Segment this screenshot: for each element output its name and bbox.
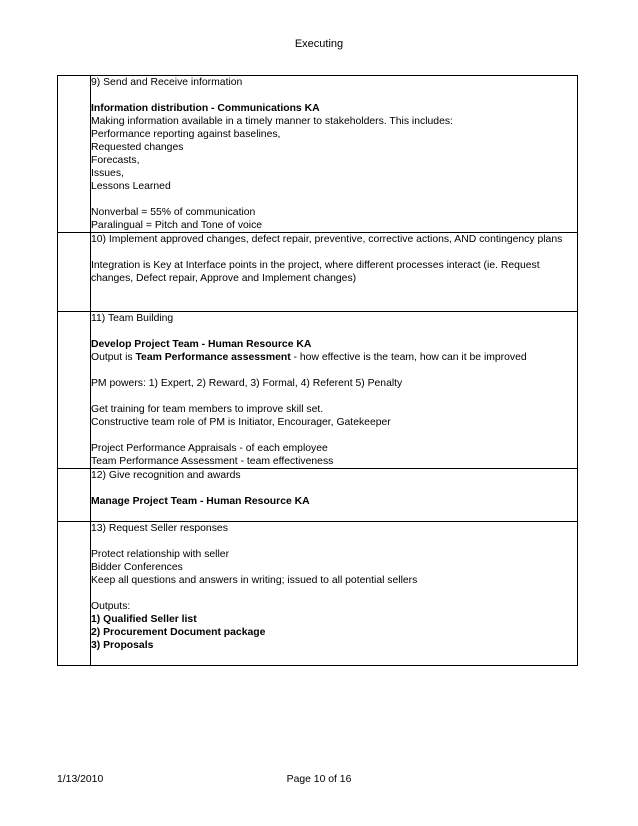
- blank-line: [91, 429, 577, 442]
- text-line: Performance reporting against baselines,: [91, 129, 281, 140]
- row-content-cell: [91, 76, 578, 233]
- row-heading: 10) Implement approved changes, defect repair, preventive, corrective actions, AND contingency plans: [91, 234, 563, 245]
- row-heading: 9) Send and Receive information: [91, 77, 243, 88]
- footer-date: 1/13/2010: [57, 774, 104, 785]
- row-content-cell: [91, 233, 578, 312]
- blank-line: [91, 246, 577, 259]
- output-line: [91, 351, 577, 364]
- text-line: Constructive team role of PM is Initiator, Encourager, Gatekeeper: [91, 417, 391, 428]
- text-line: Protect relationship with seller: [91, 549, 230, 560]
- ka-title: Develop Project Team - Human Resource KA: [91, 339, 312, 350]
- output-suffix: - how effective is the team, how can it be improved: [290, 352, 527, 363]
- blank-line: [91, 390, 577, 403]
- text-line: Requested changes: [91, 142, 184, 153]
- text-line: Nonverbal = 55% of communication: [91, 207, 256, 218]
- row-number-cell: [58, 312, 91, 469]
- text-line: Forecasts,: [91, 155, 140, 166]
- text-line: Keep all questions and answers in writing; issued to all potential sellers: [91, 575, 418, 586]
- footer-page-number: Page 10 of 16: [286, 774, 352, 785]
- blank-line: [91, 285, 577, 298]
- row-heading: 11) Team Building: [91, 313, 174, 324]
- table-row: [58, 233, 578, 312]
- ka-title: Manage Project Team - Human Resource KA: [91, 496, 310, 507]
- row-number-cell: [58, 522, 91, 666]
- text-line: changes, Defect repair, Approve and Implement changes): [91, 273, 357, 284]
- row-content-cell: [91, 522, 578, 666]
- text-line: Get training for team members to improve skill set.: [91, 404, 324, 415]
- text-line: Integration is Key at Interface points in the project, where different processes interact (ie. Request: [91, 260, 540, 271]
- blank-line: [91, 508, 577, 521]
- row-content-cell: [91, 469, 578, 522]
- executing-table: [57, 75, 578, 666]
- text-line: Outputs:: [91, 601, 131, 612]
- blank-line: [91, 652, 577, 665]
- output-item: 3) Proposals: [91, 640, 154, 651]
- output-item: 1) Qualified Seller list: [91, 614, 197, 625]
- blank-line: [91, 587, 577, 600]
- table-row: [58, 522, 578, 666]
- table-row: [58, 76, 578, 233]
- row-heading: 13) Request Seller responses: [91, 523, 228, 534]
- ka-title: Information distribution - Communications KA: [91, 103, 320, 114]
- blank-line: [91, 298, 577, 311]
- text-line: Issues,: [91, 168, 124, 179]
- row-content-cell: [91, 312, 578, 469]
- blank-line: [91, 535, 577, 548]
- text-line: PM powers: 1) Expert, 2) Reward, 3) Formal, 4) Referent 5) Penalty: [91, 378, 403, 389]
- blank-line: [91, 364, 577, 377]
- text-line: Bidder Conferences: [91, 562, 183, 573]
- page-header-title: Executing: [294, 38, 344, 50]
- row-heading: 12) Give recognition and awards: [91, 470, 241, 481]
- output-prefix: Output is: [91, 352, 136, 363]
- text-line: Lessons Learned: [91, 181, 171, 192]
- row-number-cell: [58, 76, 91, 233]
- row-number-cell: [58, 469, 91, 522]
- table-row: [58, 312, 578, 469]
- text-line: Making information available in a timely manner to stakeholders. This includes:: [91, 116, 453, 127]
- text-line: Team Performance Assessment - team effectiveness: [91, 456, 334, 467]
- blank-line: [91, 193, 577, 206]
- text-line: Project Performance Appraisals - of each employee: [91, 443, 328, 454]
- text-line: Paralingual = Pitch and Tone of voice: [91, 220, 263, 231]
- row-number-cell: [58, 233, 91, 312]
- blank-line: [91, 89, 577, 102]
- output-bold: Team Performance assessment: [135, 352, 291, 363]
- output-item: 2) Procurement Document package: [91, 627, 266, 638]
- blank-line: [91, 325, 577, 338]
- table-row: [58, 469, 578, 522]
- blank-line: [91, 482, 577, 495]
